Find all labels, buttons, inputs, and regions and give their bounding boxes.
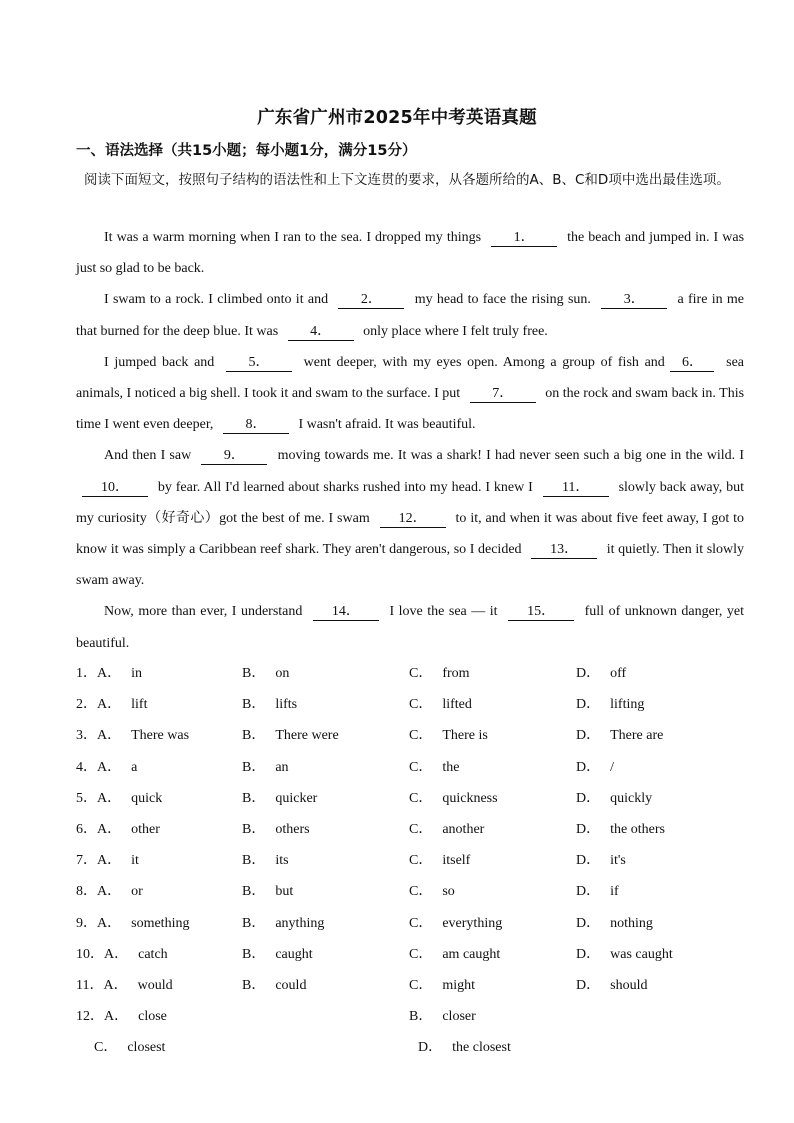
option-d[interactable] [576, 876, 619, 907]
blank-13: 13． [531, 541, 597, 559]
question-number: 3．A． [76, 728, 122, 744]
option-d[interactable] [576, 845, 626, 876]
option-text: closest [127, 1040, 166, 1056]
option-text: from [442, 666, 470, 681]
option-d[interactable] [576, 783, 652, 814]
option-text: but [275, 884, 294, 900]
passage-text: It was a warm morning when I ran to the sea. I dropped my things [104, 230, 482, 245]
passage-text: And then I saw [104, 448, 192, 464]
option-text: quickness [442, 790, 498, 806]
option-a[interactable] [76, 876, 143, 907]
option-text: catch [138, 946, 168, 962]
option-d[interactable] [576, 689, 644, 720]
option-text: on [275, 666, 290, 681]
option-text: the [442, 759, 460, 775]
option-text: the others [610, 821, 665, 837]
option-letter: C． [409, 977, 433, 993]
option-letter: D． [576, 790, 601, 806]
option-letter: C． [94, 1040, 118, 1056]
option-text: off [610, 666, 627, 681]
question-row [76, 845, 744, 876]
option-a[interactable] [76, 908, 189, 939]
option-letter: C． [409, 759, 433, 775]
blank-14: 14． [313, 603, 379, 621]
option-b[interactable] [242, 970, 306, 1001]
option-b[interactable] [242, 908, 324, 939]
passage-text: on the rock and swam back in. This time I went even deeper, [76, 386, 745, 433]
option-b[interactable] [242, 752, 289, 783]
option-letter: D． [576, 977, 601, 993]
option-d[interactable] [576, 752, 614, 783]
blank-8: 8． [223, 416, 289, 434]
question-number: 1．A． [76, 666, 122, 681]
option-text: There are [610, 728, 664, 744]
instructions-text: 阅读下面短文，按照句子结构的语法性和上下文连贯的要求，从各题所给的A、B、C和D项中选出最佳选项。 [84, 172, 730, 188]
option-letter: C． [409, 884, 433, 900]
option-b[interactable] [242, 658, 289, 689]
question-number: 2．A． [76, 697, 122, 713]
question-row [76, 814, 744, 845]
option-a[interactable] [76, 689, 147, 720]
option-text: so [442, 884, 455, 900]
blank-9: 9． [201, 447, 267, 465]
passage-text: Now, more than ever, I understand [104, 604, 303, 620]
option-text: caught [275, 946, 313, 962]
option-letter: D． [576, 946, 601, 962]
option-text: quicker [275, 790, 318, 806]
question-row [76, 689, 744, 720]
passage-text: a fire in me that burned for the deep blue. It was [76, 292, 745, 339]
option-letter: C． [409, 853, 433, 869]
option-c[interactable] [409, 658, 470, 689]
option-text: could [275, 977, 307, 993]
option-c[interactable] [409, 814, 484, 845]
paragraph-4 [76, 440, 744, 596]
option-a[interactable] [76, 1001, 167, 1032]
blank-5: 5． [226, 354, 292, 372]
option-text: quickly [610, 790, 653, 806]
passage-text: only place where I felt truly free. [363, 323, 548, 339]
option-c[interactable] [409, 908, 502, 939]
passage-text: I wasn't afraid. It was beautiful. [298, 417, 476, 433]
option-d[interactable] [576, 720, 663, 751]
option-text: nothing [610, 915, 653, 931]
option-text: its [275, 853, 289, 869]
blank-15: 15． [508, 603, 574, 621]
option-c[interactable] [409, 970, 475, 1001]
option-letter: B． [242, 728, 266, 744]
option-letter: B． [409, 1009, 433, 1025]
blank-10: 10． [82, 479, 148, 497]
option-c[interactable] [409, 752, 459, 783]
question-row [76, 752, 744, 783]
question-row [76, 970, 744, 1001]
option-text: closer [442, 1009, 476, 1025]
option-a[interactable] [76, 783, 162, 814]
option-text: everything [442, 915, 503, 931]
option-text: it [131, 853, 139, 869]
blank-4: 4． [288, 323, 354, 341]
option-letter: B． [242, 697, 266, 713]
option-text: it's [610, 853, 626, 869]
paragraph-5 [76, 596, 744, 658]
question-number: 8．A． [76, 884, 122, 900]
option-letter: B． [242, 790, 266, 806]
option-letter: D． [418, 1040, 443, 1056]
passage-text: moving towards me. It was a shark! I had never seen such a big one in the wild. I [277, 448, 744, 464]
option-text: others [275, 821, 310, 837]
passage-text: it quietly. Then it slowly swam away. [76, 542, 745, 589]
option-letter: D． [576, 884, 601, 900]
option-text: anything [275, 915, 325, 931]
question-number: 5．A． [76, 790, 122, 806]
option-c[interactable] [409, 939, 500, 970]
option-text: am caught [442, 946, 501, 962]
question-number: 12．A． [76, 1009, 129, 1025]
blank-6: 6． [670, 354, 714, 372]
option-a[interactable] [76, 970, 173, 1001]
option-text: other [131, 821, 160, 837]
option-text: quick [131, 790, 163, 806]
question-number: 9．A． [76, 915, 122, 931]
passage [76, 222, 744, 659]
passage-text: to it, and when it was about five feet away, I got to know it was simply a Caribbean reef shark. They aren't dangerous, so I decided [76, 510, 745, 558]
option-d[interactable] [576, 658, 626, 689]
blank-3: 3． [601, 291, 667, 309]
option-c[interactable] [409, 845, 470, 876]
option-text: or [131, 884, 143, 900]
question-number: 6．A． [76, 821, 122, 837]
option-letter: B． [242, 946, 266, 962]
question-number: 11．A． [76, 977, 128, 993]
option-letter: B． [242, 821, 266, 837]
option-d[interactable] [576, 939, 673, 970]
option-letter: C． [409, 790, 433, 806]
option-letter: D． [576, 853, 601, 869]
option-text: the closest [452, 1040, 511, 1056]
passage-text: sea animals, I noticed a big shell. I took it and swam to the surface. I put [76, 354, 745, 402]
blank-1: 1． [491, 229, 557, 247]
option-c[interactable] [409, 720, 488, 751]
option-d[interactable] [576, 970, 647, 1001]
option-text: close [138, 1009, 167, 1025]
option-a[interactable] [76, 658, 142, 689]
option-letter: C． [409, 666, 433, 681]
option-letter: B． [242, 977, 266, 993]
option-b[interactable] [242, 814, 310, 845]
passage-text: I love the sea — it [389, 604, 498, 620]
passage-text: I jumped back and [104, 354, 215, 370]
option-b[interactable] [242, 689, 297, 720]
option-letter: B． [242, 853, 266, 869]
passage-text: I swam to a rock. I climbed onto it and [104, 292, 329, 308]
option-c[interactable] [94, 1032, 165, 1063]
option-a[interactable] [76, 814, 160, 845]
section-heading: 一、语法选择（共15小题；每小题1分，满分15分） [76, 143, 417, 159]
paragraph-2 [76, 284, 744, 346]
option-letter: D． [576, 759, 601, 775]
question-row [76, 1032, 744, 1063]
option-letter: C． [409, 728, 433, 744]
page-title: 广东省广州市2025年中考英语真题 [257, 108, 537, 128]
option-letter: B． [242, 759, 266, 775]
question-row [76, 783, 744, 814]
option-text: There was [131, 728, 190, 744]
passage-text: the beach and jumped in. I was just so glad to be back. [76, 230, 745, 277]
question-row [76, 908, 744, 939]
option-text: in [131, 666, 143, 681]
passage-text: my head to face the rising sun. [414, 292, 591, 308]
question-number: 10．A． [76, 946, 129, 962]
question-row [76, 939, 744, 970]
paragraph-3 [76, 347, 744, 441]
option-text: There were [275, 728, 339, 744]
option-d[interactable] [576, 908, 653, 939]
question-row [76, 1001, 744, 1032]
option-text: lifts [275, 697, 298, 713]
option-b[interactable] [409, 1001, 476, 1032]
option-letter: D． [576, 666, 601, 681]
answer-options [76, 658, 744, 1063]
option-letter: B． [242, 666, 266, 681]
option-b[interactable] [242, 939, 313, 970]
option-a[interactable] [76, 845, 139, 876]
option-c[interactable] [409, 689, 472, 720]
option-text: another [442, 821, 485, 837]
option-text: would [137, 977, 173, 993]
option-b[interactable] [242, 845, 289, 876]
option-d[interactable] [418, 1032, 511, 1063]
question-row [76, 876, 744, 907]
question-row [76, 720, 744, 751]
blank-2: 2． [338, 291, 404, 309]
blank-7: 7． [470, 385, 536, 403]
option-b[interactable] [242, 720, 339, 751]
passage-text: went deeper, with my eyes open. Among a group of fish and [303, 354, 665, 370]
option-text: lifting [610, 697, 645, 713]
question-number: 7．A． [76, 853, 122, 869]
question-number: 4．A． [76, 759, 122, 775]
option-a[interactable] [76, 752, 137, 783]
passage-text: by fear. All I'd learned about sharks rushed into my head. I knew I [157, 479, 533, 495]
blank-11: 11． [543, 479, 609, 497]
option-text: There is [442, 728, 488, 744]
option-a[interactable] [76, 939, 168, 970]
option-text: / [610, 759, 615, 775]
option-letter: D． [576, 821, 601, 837]
option-letter: C． [409, 946, 433, 962]
passage-text: full of unknown danger, yet beautiful. [76, 604, 745, 651]
option-d[interactable] [576, 814, 665, 845]
option-text: itself [442, 853, 471, 869]
option-text: lifted [442, 697, 472, 713]
option-letter: D． [576, 697, 601, 713]
option-letter: B． [242, 884, 266, 900]
option-a[interactable] [76, 720, 189, 751]
option-text: lift [131, 697, 148, 713]
option-letter: C． [409, 697, 433, 713]
option-text: an [275, 759, 289, 775]
option-letter: C． [409, 821, 433, 837]
question-row [76, 658, 744, 689]
option-c[interactable] [409, 876, 455, 907]
blank-12: 12． [380, 510, 446, 528]
paragraph-1 [76, 222, 744, 284]
option-letter: C． [409, 915, 433, 931]
option-text: might [442, 977, 476, 993]
option-text: should [610, 977, 648, 993]
option-b[interactable] [242, 783, 317, 814]
option-text: something [131, 915, 190, 931]
option-letter: D． [576, 728, 601, 744]
passage-text: slowly back away, but my curiosity（好奇心）got the best of me. I swam [76, 479, 745, 526]
option-letter: B． [242, 915, 266, 931]
option-text: if [610, 884, 619, 900]
instructions [76, 164, 744, 196]
option-b[interactable] [242, 876, 293, 907]
option-letter: D． [576, 915, 601, 931]
option-c[interactable] [409, 783, 498, 814]
option-text: was caught [610, 946, 673, 962]
option-text: a [131, 759, 138, 775]
